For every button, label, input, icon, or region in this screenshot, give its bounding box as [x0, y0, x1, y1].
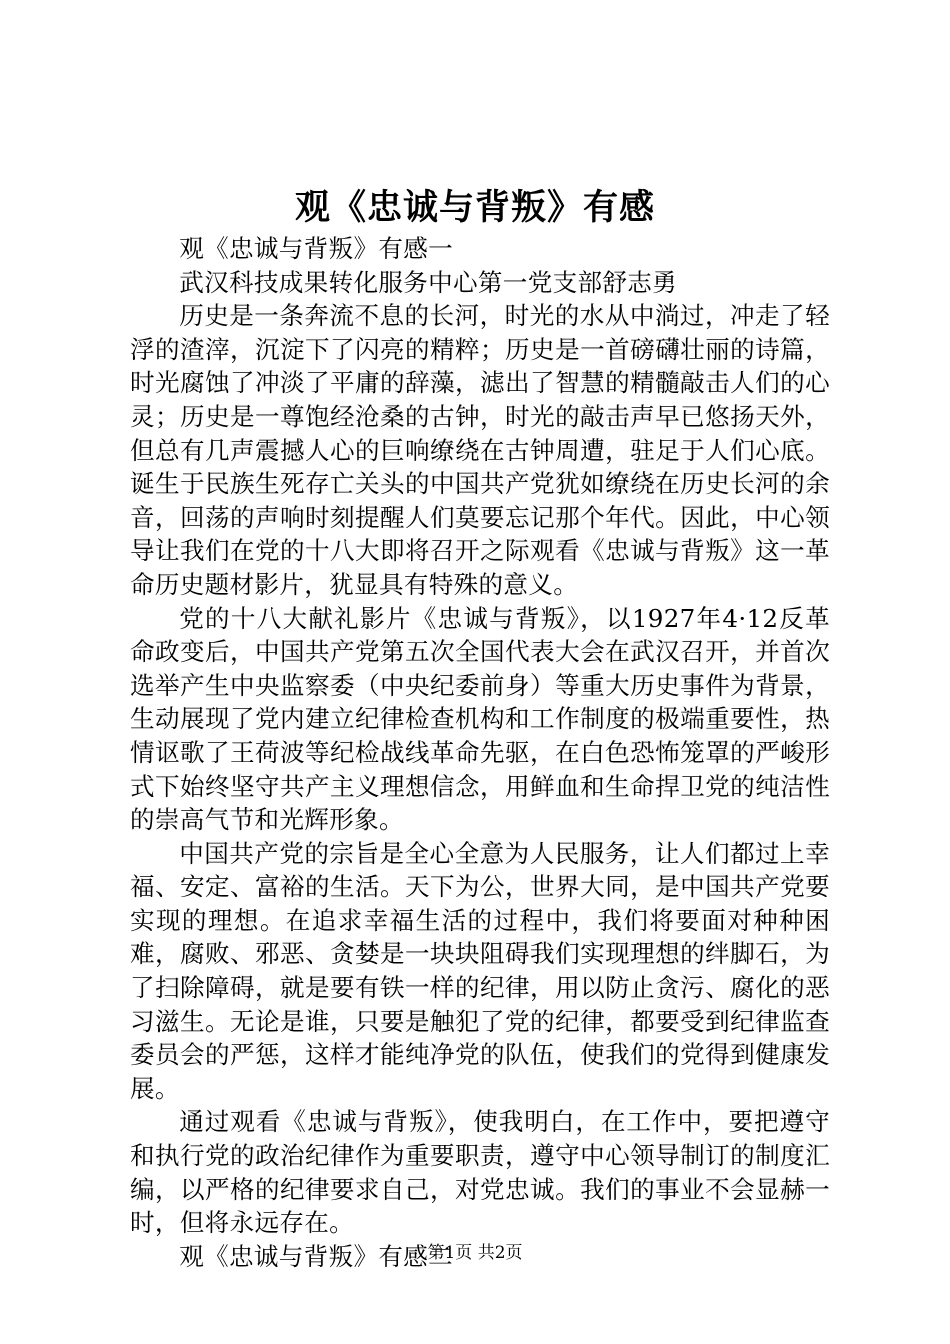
body-paragraph: 党的十八大献礼影片《忠诚与背叛》，以1927年4·12反革命政变后，中国共产党第五次全国代表大会在武汉召开，并首次选举产生中央监察委（中央纪委前身）等重大历史事件为背景，生动展现了党内建立纪律检查机构和工作制度的极端重要性，热情讴歌了王荷波等纪检战线革命先驱，在白色恐怖笼罩的严峻形式下始终坚守共产主义理想信念，用鲜血和生命捍卫党的纯洁性的崇高气节和光辉形象。	[130, 603, 830, 835]
author-line: 武汉科技成果转化服务中心第一党支部舒志勇	[179, 267, 678, 297]
section-heading: 观《忠诚与背叛》有感二	[179, 1241, 454, 1271]
document-title: 观《忠诚与背叛》有感	[294, 187, 655, 228]
page-footer: 第1页 共2页	[427, 1243, 523, 1263]
document-body	[130, 232, 830, 1273]
body-paragraph: 历史是一条奔流不息的长河，时光的水从中淌过，冲走了轻浮的渣滓，沉淀下了闪亮的精粹；历史是一首磅礴壮丽的诗篇，时光腐蚀了冲淡了平庸的辞藻，滤出了智慧的精髓敲击人们的心灵；历史是一尊饱经沧桑的古钟，时光的敲击声早已悠扬天外，但总有几声震撼人心的巨响缭绕在古钟周遭，驻足于人们心底。诞生于民族生死存亡关头的中国共产党犹如缭绕在历史长河的余音，回荡的声响时刻提醒人们莫要忘记那个年代。因此，中心领导让我们在党的十八大即将召开之际观看《忠诚与背叛》这一革命历史题材影片，犹显具有特殊的意义。	[130, 301, 830, 599]
section-heading: 观《忠诚与背叛》有感一	[179, 234, 454, 263]
body-paragraph: 中国共产党的宗旨是全心全意为人民服务，让人们都过上幸福、安定、富裕的生活。天下为公，世界大同，是中国共产党要实现的理想。在追求幸福生活的过程中，我们将要面对种种困难，腐败、邪恶、贪婪是一块块阻碍我们实现理想的绊脚石，为了扫除障碍，就是要有铁一样的纪律，用以防止贪污、腐化的恶习滋生。无论是谁，只要是触犯了党的纪律，都要受到纪律监查委员会的严惩，这样才能纯净党的队伍，使我们的党得到健康发展。	[130, 838, 830, 1103]
body-paragraph: 通过观看《忠诚与背叛》，使我明白，在工作中，要把遵守和执行党的政治纪律作为重要职责，遵守中心领导制订的制度汇编，以严格的纪律要求自己，对党忠诚。我们的事业不会显赫一时，但将永远存在。	[130, 1107, 830, 1238]
